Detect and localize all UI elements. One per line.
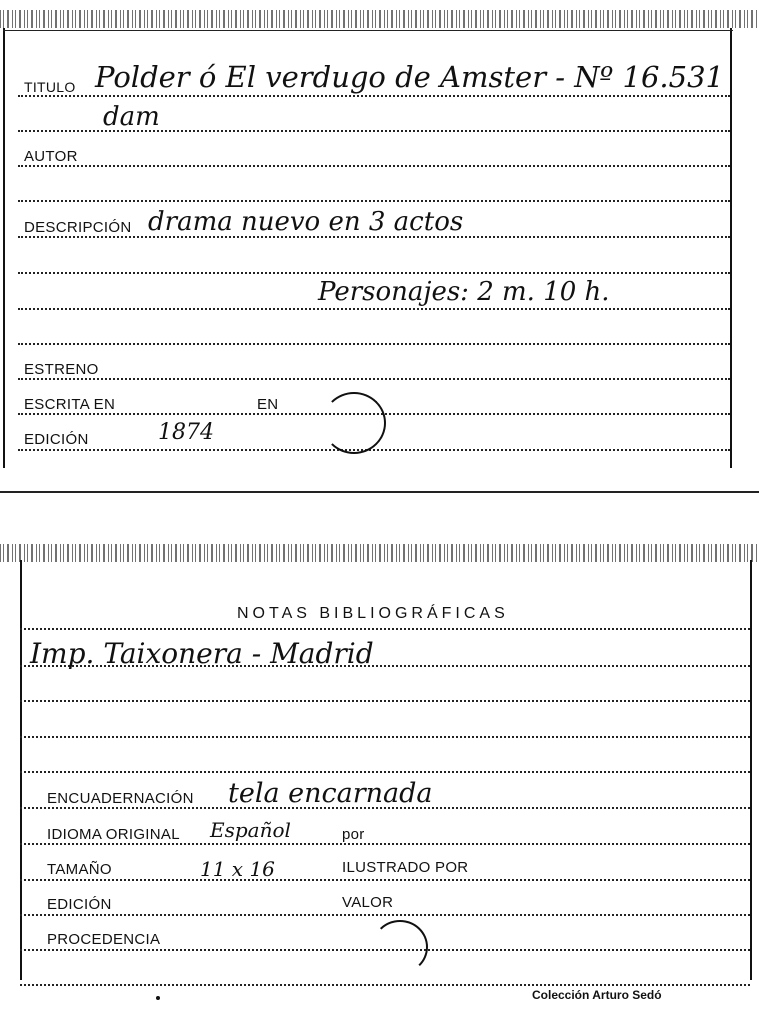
handwritten-title: Polder ó El verdugo de Amster - Nº 16.531 — [95, 60, 724, 94]
handwritten-imprenta: Imp. Taixonera - Madrid — [30, 637, 374, 670]
en-label: EN — [257, 396, 279, 413]
handwritten-title-continuation: dam — [103, 102, 160, 132]
encuadernacion-label: ENCUADERNACIÓN — [47, 790, 194, 807]
estreno-label: ESTRENO — [24, 361, 99, 378]
handwritten-tamano: 11 x 16 — [200, 857, 275, 881]
ruled-line — [20, 736, 750, 738]
ruled-line — [20, 984, 750, 986]
handwritten-personajes: Personajes: 2 m. 10 h. — [318, 277, 610, 307]
procedencia-label: PROCEDENCIA — [47, 931, 161, 948]
ruled-line — [20, 771, 750, 773]
por-label: por — [342, 826, 365, 843]
collection-footer: Colección Arturo Sedó — [532, 988, 662, 1002]
handwritten-idioma: Español — [210, 818, 291, 842]
ilustrado-por-label: ILUSTRADO POR — [342, 859, 469, 876]
handwritten-edition-year: 1874 — [158, 420, 214, 445]
ruled-line — [20, 879, 750, 881]
descripcion-label: DESCRIPCIÓN — [24, 219, 132, 236]
edicion-label-2: EDICIÓN — [47, 896, 112, 913]
card2-right-edge — [750, 560, 752, 980]
valor-label: VALOR — [342, 894, 394, 911]
ruled-line — [20, 700, 750, 702]
notas-bibliograficas-heading: NOTAS BIBLIOGRÁFICAS — [237, 605, 509, 622]
tamano-label: TAMAÑO — [47, 861, 112, 878]
titulo-label: TITULO — [24, 79, 76, 95]
escrita-en-label: ESCRITA EN — [24, 396, 116, 413]
idioma-original-label: IDIOMA ORIGINAL — [47, 826, 180, 843]
ruled-line — [20, 628, 750, 630]
ruled-line — [20, 914, 750, 916]
autor-label: AUTOR — [24, 148, 78, 165]
card2-left-edge — [20, 560, 22, 980]
handwritten-encuadernacion: tela encarnada — [228, 778, 433, 809]
stamp-circle-2 — [372, 920, 428, 974]
edicion-label: EDICIÓN — [24, 431, 89, 448]
scan-dot — [156, 996, 160, 1000]
ruled-line — [20, 843, 750, 845]
handwritten-description: drama nuevo en 3 actos — [148, 207, 464, 237]
